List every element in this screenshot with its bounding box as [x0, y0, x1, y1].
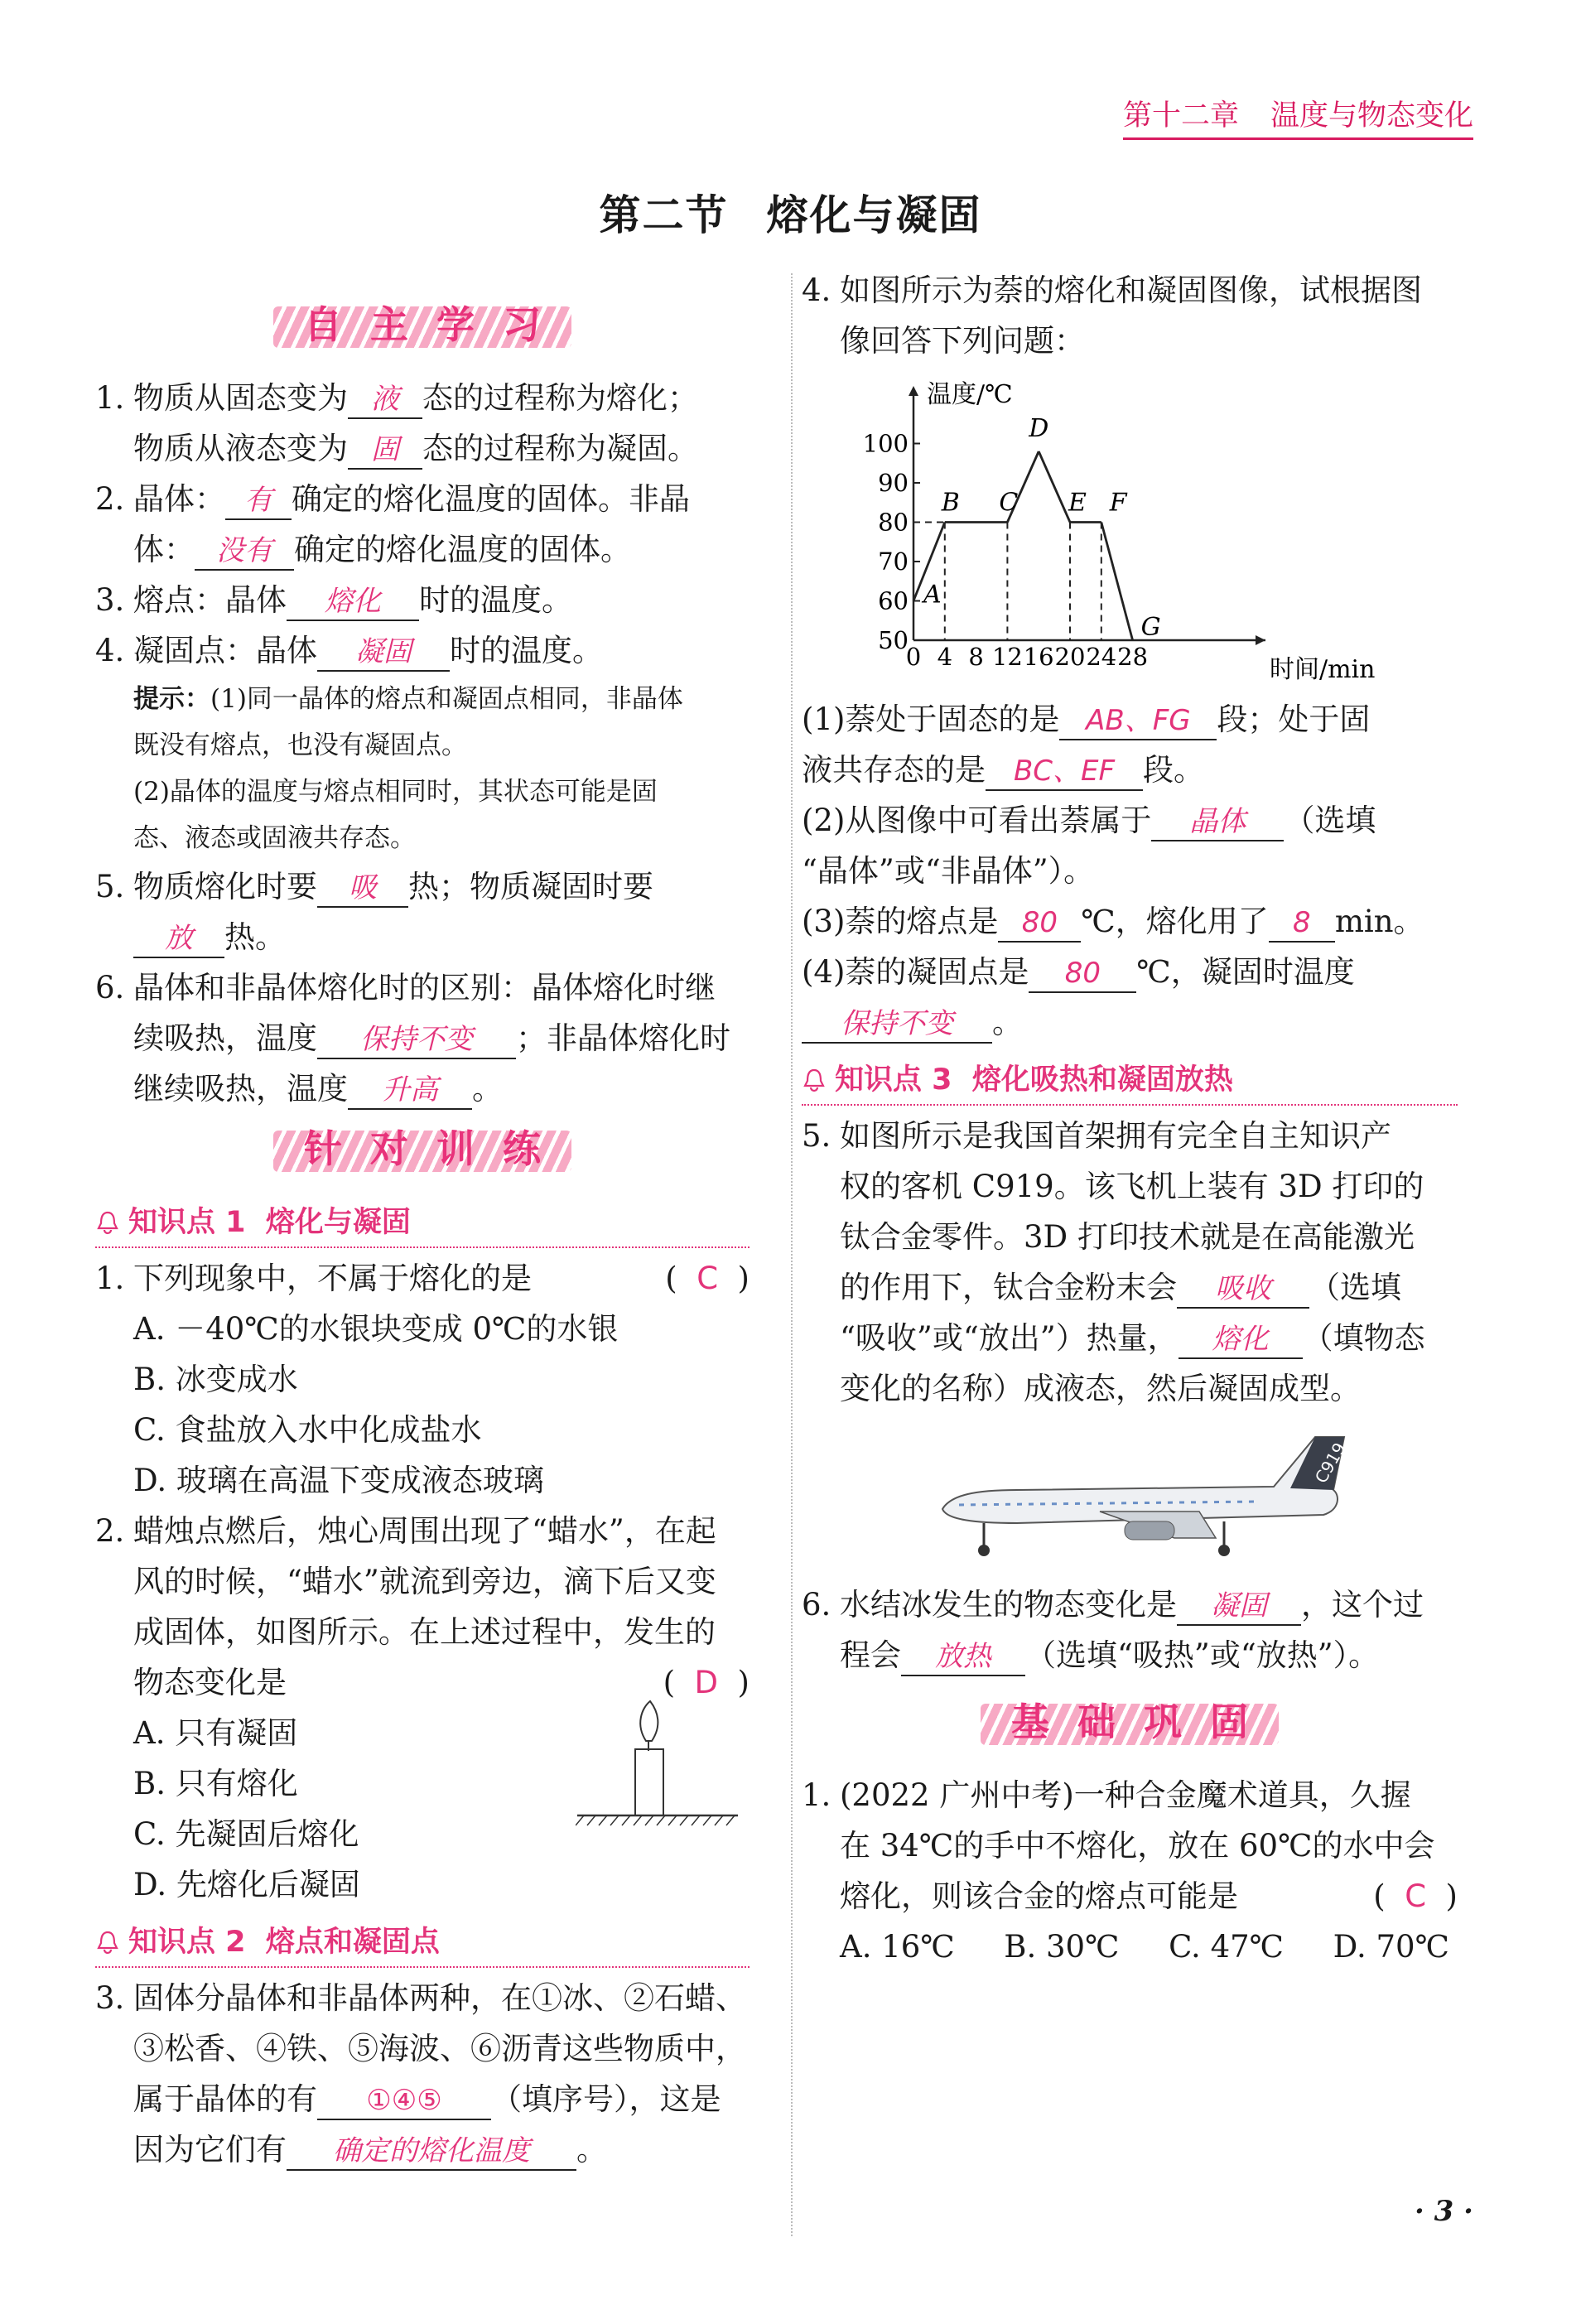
- candle-illustration: [576, 1700, 741, 1857]
- y-tick-label: 60: [878, 586, 909, 615]
- q4-part4: (4)萘的凝固点是 80 ℃，凝固时温度 保持不变 。: [802, 947, 1458, 1048]
- self-study-q6: 6. 晶体和非晶体熔化时的区别：晶体熔化时继 续吸热，温度 保持不变 ；非晶体熔化时 继续吸热，温度 升高 。: [95, 962, 750, 1114]
- tip-box: 提示：(1)同一晶体的熔点和凝固点相同，非晶体 既没有熔点，也没有凝固点。 (2)晶体的温度与熔点相同时，其状态可能是固 态、液态或固液共存态。: [133, 684, 683, 853]
- answer-blank[interactable]: 熔化: [287, 583, 419, 621]
- answer-blank[interactable]: 有: [225, 482, 292, 520]
- answer-blank[interactable]: 液: [348, 381, 422, 419]
- x-axis-arrow: [1256, 635, 1265, 645]
- answer-bracket[interactable]: ( D ): [663, 1665, 750, 1700]
- y-tick-label: 90: [878, 469, 909, 497]
- answer-blank[interactable]: 晶体: [1151, 803, 1284, 841]
- chapter-topic: 温度与物态变化: [1270, 99, 1473, 133]
- answer-blank[interactable]: 放热: [901, 1638, 1025, 1676]
- point-label-a: A: [923, 580, 942, 610]
- answer-bracket[interactable]: ( C ): [665, 1261, 750, 1296]
- training-q6: 6. 水结冰发生的物态变化是 凝固 ，这个过 程会 放热 （选填“吸热”或“放热”）。: [802, 1579, 1458, 1680]
- answer-blank[interactable]: 确定的熔化温度: [287, 2133, 576, 2171]
- option-d[interactable]: D. 70℃: [1333, 1929, 1449, 1965]
- option-c[interactable]: C. 食盐放入水中化成盐水: [133, 1412, 482, 1448]
- point-label-b: B: [941, 488, 960, 518]
- option-b[interactable]: B. 只有熔化: [133, 1766, 298, 1801]
- left-column: [95, 290, 750, 2175]
- answer-blank[interactable]: AB、FG: [1059, 702, 1217, 740]
- option-a[interactable]: A. －40℃的水银块变成 0℃的水银: [133, 1311, 619, 1347]
- option-d[interactable]: D. 先熔化后凝固: [133, 1867, 360, 1902]
- self-study-q3: 3. 熔点：晶体 熔化 时的温度。: [95, 575, 750, 625]
- answer-blank[interactable]: 凝固: [1177, 1588, 1301, 1626]
- answer-blank[interactable]: 吸: [317, 870, 408, 908]
- y-axis-arrow: [909, 386, 918, 396]
- answer-blank[interactable]: 保持不变: [317, 1021, 516, 1059]
- answer-blank[interactable]: 固: [348, 432, 422, 470]
- self-study-q1: 1. 物质从固态变为 液 态的过程称为熔化； 物质从液态变为 固 态的过程称为凝固。: [95, 373, 750, 474]
- x-tick-label: 24: [1086, 643, 1117, 671]
- self-study-q2: 2. 晶体： 有 确定的熔化温度的固体。非晶 体： 没有 确定的熔化温度的固体。: [95, 474, 750, 575]
- answer-blank[interactable]: 吸收: [1177, 1270, 1309, 1309]
- page-number: · 3 ·: [1414, 2195, 1473, 2228]
- q4-part2: (2)从图像中可看出萘属于 晶体 （选填 “晶体”或“非晶体”）。: [802, 803, 1376, 889]
- banner-consolidate: 基础巩固: [802, 1689, 1458, 1763]
- point-label-c: C: [999, 488, 1019, 518]
- knowledge-point-1: 知识点 1 熔化与凝固: [95, 1197, 750, 1248]
- option-a[interactable]: A. 16℃: [840, 1929, 955, 1965]
- option-b[interactable]: B. 冰变成水: [133, 1362, 298, 1397]
- y-tick-label: 70: [878, 547, 909, 576]
- x-tick-label: 16: [1023, 643, 1054, 671]
- training-q1: 1. 下列现象中，不属于熔化的是 ( C ) A. －40℃的水银块变成 0℃的水银 B. 冰变成水 C. 食盐放入水中化成盐水 D. 玻璃在高温下变成液态玻璃: [95, 1253, 750, 1506]
- answer-blank[interactable]: 8: [1269, 904, 1335, 943]
- naphthalene-chart: [835, 371, 1431, 694]
- y-tick-label: 100: [862, 429, 909, 458]
- bell-icon: [802, 1068, 827, 1092]
- training-q3: 3. 固体分晶体和非晶体两种，在①冰、②石蜡、 ③松香、④铁、⑤海波、⑥沥青这些物质中， 属于晶体的有 ①④⑤ （填序号），这是 因为它们有 确定的熔化温度 。: [95, 1973, 750, 2175]
- answer-blank[interactable]: ①④⑤: [317, 2082, 491, 2120]
- point-label-f: F: [1109, 488, 1127, 518]
- answer-blank[interactable]: 升高: [348, 1072, 472, 1110]
- x-tick-label: 8: [968, 643, 984, 671]
- bell-icon: [95, 1930, 120, 1955]
- training-q5: 5. 如图所示是我国首架拥有完全自主知识产 权的客机 C919。该飞机上装有 3D 打印的 钛合金零件。3D 打印技术就是在高能激光 的作用下，钛合金粉末会 吸收 （选填 “吸收”或“放出”）热量， 熔化 （填物态 变化的名称）成液态，然后凝固成型。: [802, 1118, 1425, 1406]
- point-label-d: D: [1029, 414, 1049, 443]
- answer-blank[interactable]: 凝固: [317, 634, 450, 672]
- y-axis-label: 温度/℃: [927, 380, 1013, 409]
- x-axis-label: 时间/min: [1270, 655, 1376, 684]
- segment-DE: [1039, 451, 1070, 523]
- answer-blank[interactable]: 80: [998, 904, 1081, 943]
- chapter-header: [1123, 93, 1473, 140]
- consolidate-q1: 1. (2022 广州中考)一种合金魔术道具，久握 在 34℃的手中不熔化，放在 60℃的水中会 熔化，则该合金的熔点可能是 ( C ) A. 16℃ B. 30℃ C. 47℃ D. 70℃: [802, 1770, 1458, 1972]
- answer-blank[interactable]: 熔化: [1179, 1321, 1303, 1359]
- answer-blank[interactable]: 没有: [195, 533, 294, 571]
- point-label-e: E: [1068, 488, 1087, 518]
- q4-part3: (3)萘的熔点是 80 ℃，熔化用了 8 min。: [802, 896, 1458, 947]
- c919-airplane-image: [926, 1430, 1357, 1571]
- training-q4: 4. 如图所示为萘的熔化和凝固图像，试根据图 像回答下列问题：: [802, 272, 1422, 359]
- point-label-g: G: [1140, 613, 1161, 642]
- x-tick-label: 28: [1117, 643, 1149, 671]
- option-c[interactable]: C. 47℃: [1169, 1929, 1285, 1965]
- answer-blank[interactable]: BC、EF: [986, 753, 1143, 791]
- x-tick-label: 20: [1054, 643, 1086, 671]
- option-b[interactable]: B. 30℃: [1004, 1929, 1120, 1965]
- self-study-q5: 5. 物质熔化时要 吸 热；物质凝固时要 放 热。: [95, 861, 750, 962]
- option-a[interactable]: A. 只有凝固: [133, 1715, 298, 1751]
- y-tick-label: 80: [878, 508, 909, 537]
- answer-blank[interactable]: 80: [1029, 955, 1136, 993]
- option-d[interactable]: D. 玻璃在高温下变成液态玻璃: [133, 1463, 544, 1498]
- training-q2: 2. 蜡烛点燃后，烛心周围出现了“蜡水”，在起 风的时候，“蜡水”就流到旁边，滴下后又变 成固体，如图所示。在上述过程中，发生的 物态变化是 ( D ) A. 只有凝固 B. 只有熔化 C. 先凝固后熔化 D. 先熔化后凝固: [95, 1506, 750, 1910]
- column-divider: [791, 273, 793, 2236]
- segment-FG: [1101, 523, 1133, 641]
- chapter-label: 第十二章: [1122, 99, 1239, 133]
- option-c[interactable]: C. 先凝固后熔化: [133, 1816, 359, 1852]
- plane-tail-text: C919: [1310, 1439, 1350, 1487]
- section-name: 熔化与凝固: [766, 191, 982, 239]
- section-number: 第二节: [599, 191, 729, 239]
- x-tick-label: 12: [991, 643, 1023, 671]
- right-column: [802, 265, 1458, 1972]
- x-tick-label: 0: [905, 643, 922, 671]
- x-tick-label: 4: [937, 643, 953, 671]
- self-study-q4: 4. 凝固点：晶体 凝固 时的温度。: [95, 625, 750, 676]
- banner-training: 针对训练: [95, 1116, 750, 1190]
- page-title: [0, 182, 1581, 242]
- bell-icon: [95, 1210, 120, 1235]
- answer-blank[interactable]: 保持不变: [802, 1005, 992, 1044]
- knowledge-point-3: 知识点 3 熔化吸热和凝固放热: [802, 1054, 1458, 1106]
- answer-blank[interactable]: 放: [133, 920, 224, 958]
- q4-part1: (1)萘处于固态的是 AB、FG 段；处于固 液共存态的是 BC、EF 段。: [802, 694, 1458, 795]
- knowledge-point-2: 知识点 2 熔点和凝固点: [95, 1917, 750, 1968]
- y-tick-label: 50: [878, 626, 909, 654]
- answer-bracket[interactable]: ( C ): [1373, 1878, 1458, 1914]
- banner-self-study: 自主学习: [95, 292, 750, 366]
